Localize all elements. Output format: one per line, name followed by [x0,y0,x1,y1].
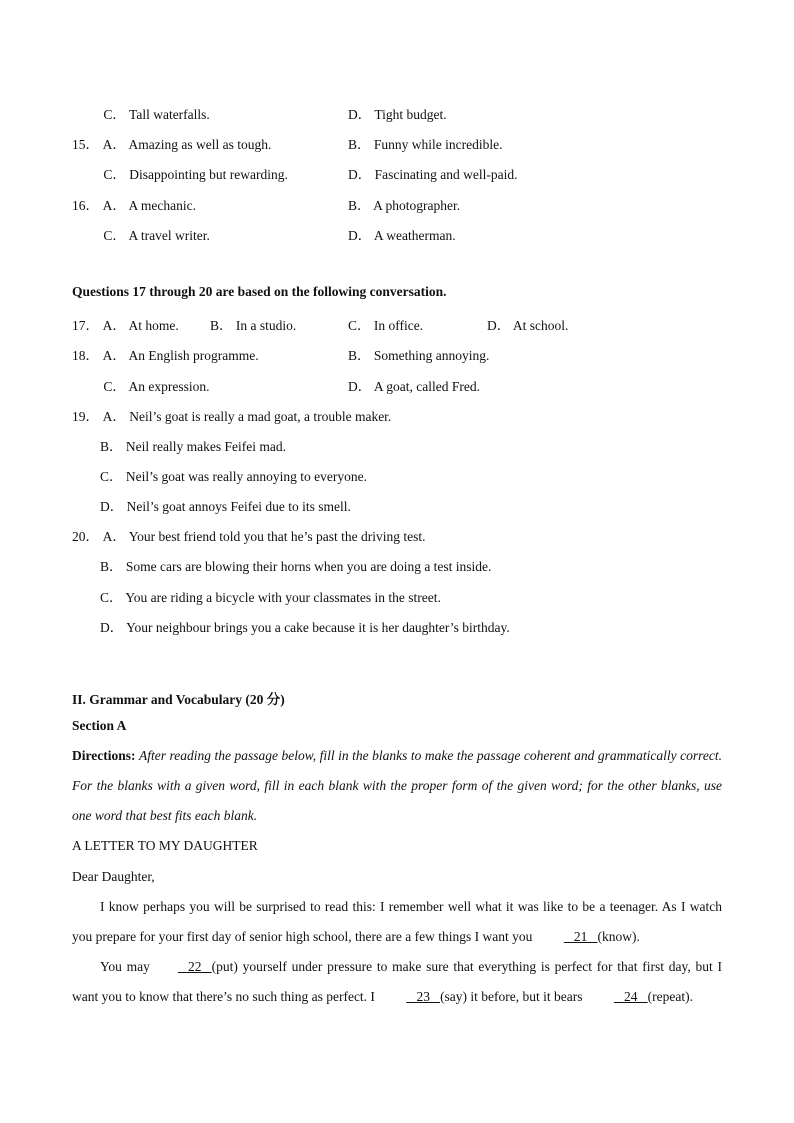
letter-paragraph-2: You may 22 (put) yourself under pressure to make sure that everything is perfect for that first day, but I want you to know that there’s no such thing as perfect. I 23 (say) it before, but it bears 24 (repeat). [72,952,722,1012]
option-a-text: Neil’s goat is really a mad goat, a trouble maker. [129,409,392,424]
option-b-text: In a studio. [235,318,297,333]
question-number: 20． [72,529,99,544]
option-row: B． A photographer. [348,198,461,213]
option-d-text: Neil’s goat annoys Feifei due to its smell. [126,499,351,514]
blank-23[interactable]: 23 [416,989,430,1004]
option-b-text: Something annoying. [373,348,490,363]
option-row: D． A goat, called Fred. [348,379,480,394]
option-b-text: Funny while incredible. [373,137,503,152]
option-c-text: An expression. [128,379,210,394]
question-18: 18． A． An English programme. [72,344,259,364]
option-row: D． Fascinating and well-paid. [348,167,518,182]
option-d-text: A goat, called Fred. [373,379,480,394]
question-17: 17． A． At home. [72,314,179,334]
option-c-text: Tall waterfalls. [129,107,210,122]
option-d-text: Tight budget. [374,107,447,122]
directions [72,741,722,831]
option-row: D． Your neighbour brings you a cake because it is her daughter’s birthday. [100,620,510,635]
section-title: II. Grammar and Vocabulary (20 分) [72,692,285,707]
section-a-heading: Section A [72,718,127,733]
option-a-text: Your best friend told you that he’s past the driving test. [128,529,426,544]
blank-24[interactable]: 24 [624,989,638,1004]
option-row: C． Neil’s goat was really annoying to everyone. [100,469,367,484]
option-d-text: Fascinating and well-paid. [374,167,518,182]
option-c-text: Neil’s goat was really annoying to everyone. [125,469,367,484]
option-a-text: Amazing as well as tough. [128,137,272,152]
option-row: C． Tall waterfalls. [103,107,210,122]
option-b-text: Some cars are blowing their horns when you are doing a test inside. [125,559,492,574]
option-d-text: Your neighbour brings you a cake because it is her daughter’s birthday. [126,620,510,635]
option-row: C． In office. [348,318,424,333]
letter-paragraph-1: I know perhaps you will be surprised to read this: I remember well what it was like to be a teenager. As I watch you prepare for your first day of senior high school, there are a few things I want you 21 (know). [72,892,722,952]
option-row: D． A weatherman. [348,228,456,243]
option-row: B． In a studio. [210,318,297,333]
option-row: B． Neil really makes Feifei mad. [100,439,286,454]
option-row: D． At school. [487,318,569,333]
salutation: Dear Daughter, [72,869,155,884]
option-row: B． Funny while incredible. [348,137,503,152]
directions-label: Directions: [72,748,136,763]
question-number: 16． [72,198,99,213]
question-16: 16． A． A mechanic. [72,194,196,214]
option-row: C． An expression. [103,379,210,394]
option-d-text: At school. [512,318,569,333]
question-number: 19． [72,409,99,424]
option-c-text: Disappointing but rewarding. [129,167,288,182]
question-20: 20． A． Your best friend told you that he’s past the driving test. [72,525,426,545]
question-number: 18． [72,348,99,363]
option-c-text: You are riding a bicycle with your classmates in the street. [125,590,441,605]
option-row: C． A travel writer. [103,228,210,243]
question-number: 17． [72,318,99,333]
option-a-text: A mechanic. [128,198,197,213]
question-15: 15． A． Amazing as well as tough. [72,133,271,153]
blank-21[interactable]: 21 [573,929,588,944]
option-row: B． Something annoying. [348,348,490,363]
option-row: B． Some cars are blowing their horns when you are doing a test inside. [100,559,492,574]
option-b-text: A photographer. [373,198,461,213]
option-row: D． Tight budget. [348,107,447,122]
question-19: 19． A． Neil’s goat is really a mad goat, a trouble maker. [72,405,391,425]
option-a-text: An English programme. [128,348,259,363]
option-row: D． Neil’s goat annoys Feifei due to its smell. [100,499,351,514]
option-a-text: At home. [128,318,179,333]
option-row: C． Disappointing but rewarding. [103,167,288,182]
conversation-heading: Questions 17 through 20 are based on the following conversation. [72,284,447,299]
blank-22[interactable]: 22 [188,959,202,974]
letter-title: A LETTER TO MY DAUGHTER [72,838,258,853]
option-d-text: A weatherman. [373,228,456,243]
directions-text: After reading the passage below, fill in the blanks to make the passage coherent and grammatically correct. For the blanks with a given word, fill in each blank with the proper form of the given word; for the other blanks, use one word that best fits each blank. [72,748,722,823]
option-b-text: Neil really makes Feifei mad. [125,439,286,454]
option-c-text: In office. [373,318,424,333]
option-row: C． You are riding a bicycle with your classmates in the street. [100,590,441,605]
question-number: 15． [72,137,99,152]
option-c-text: A travel writer. [128,228,210,243]
